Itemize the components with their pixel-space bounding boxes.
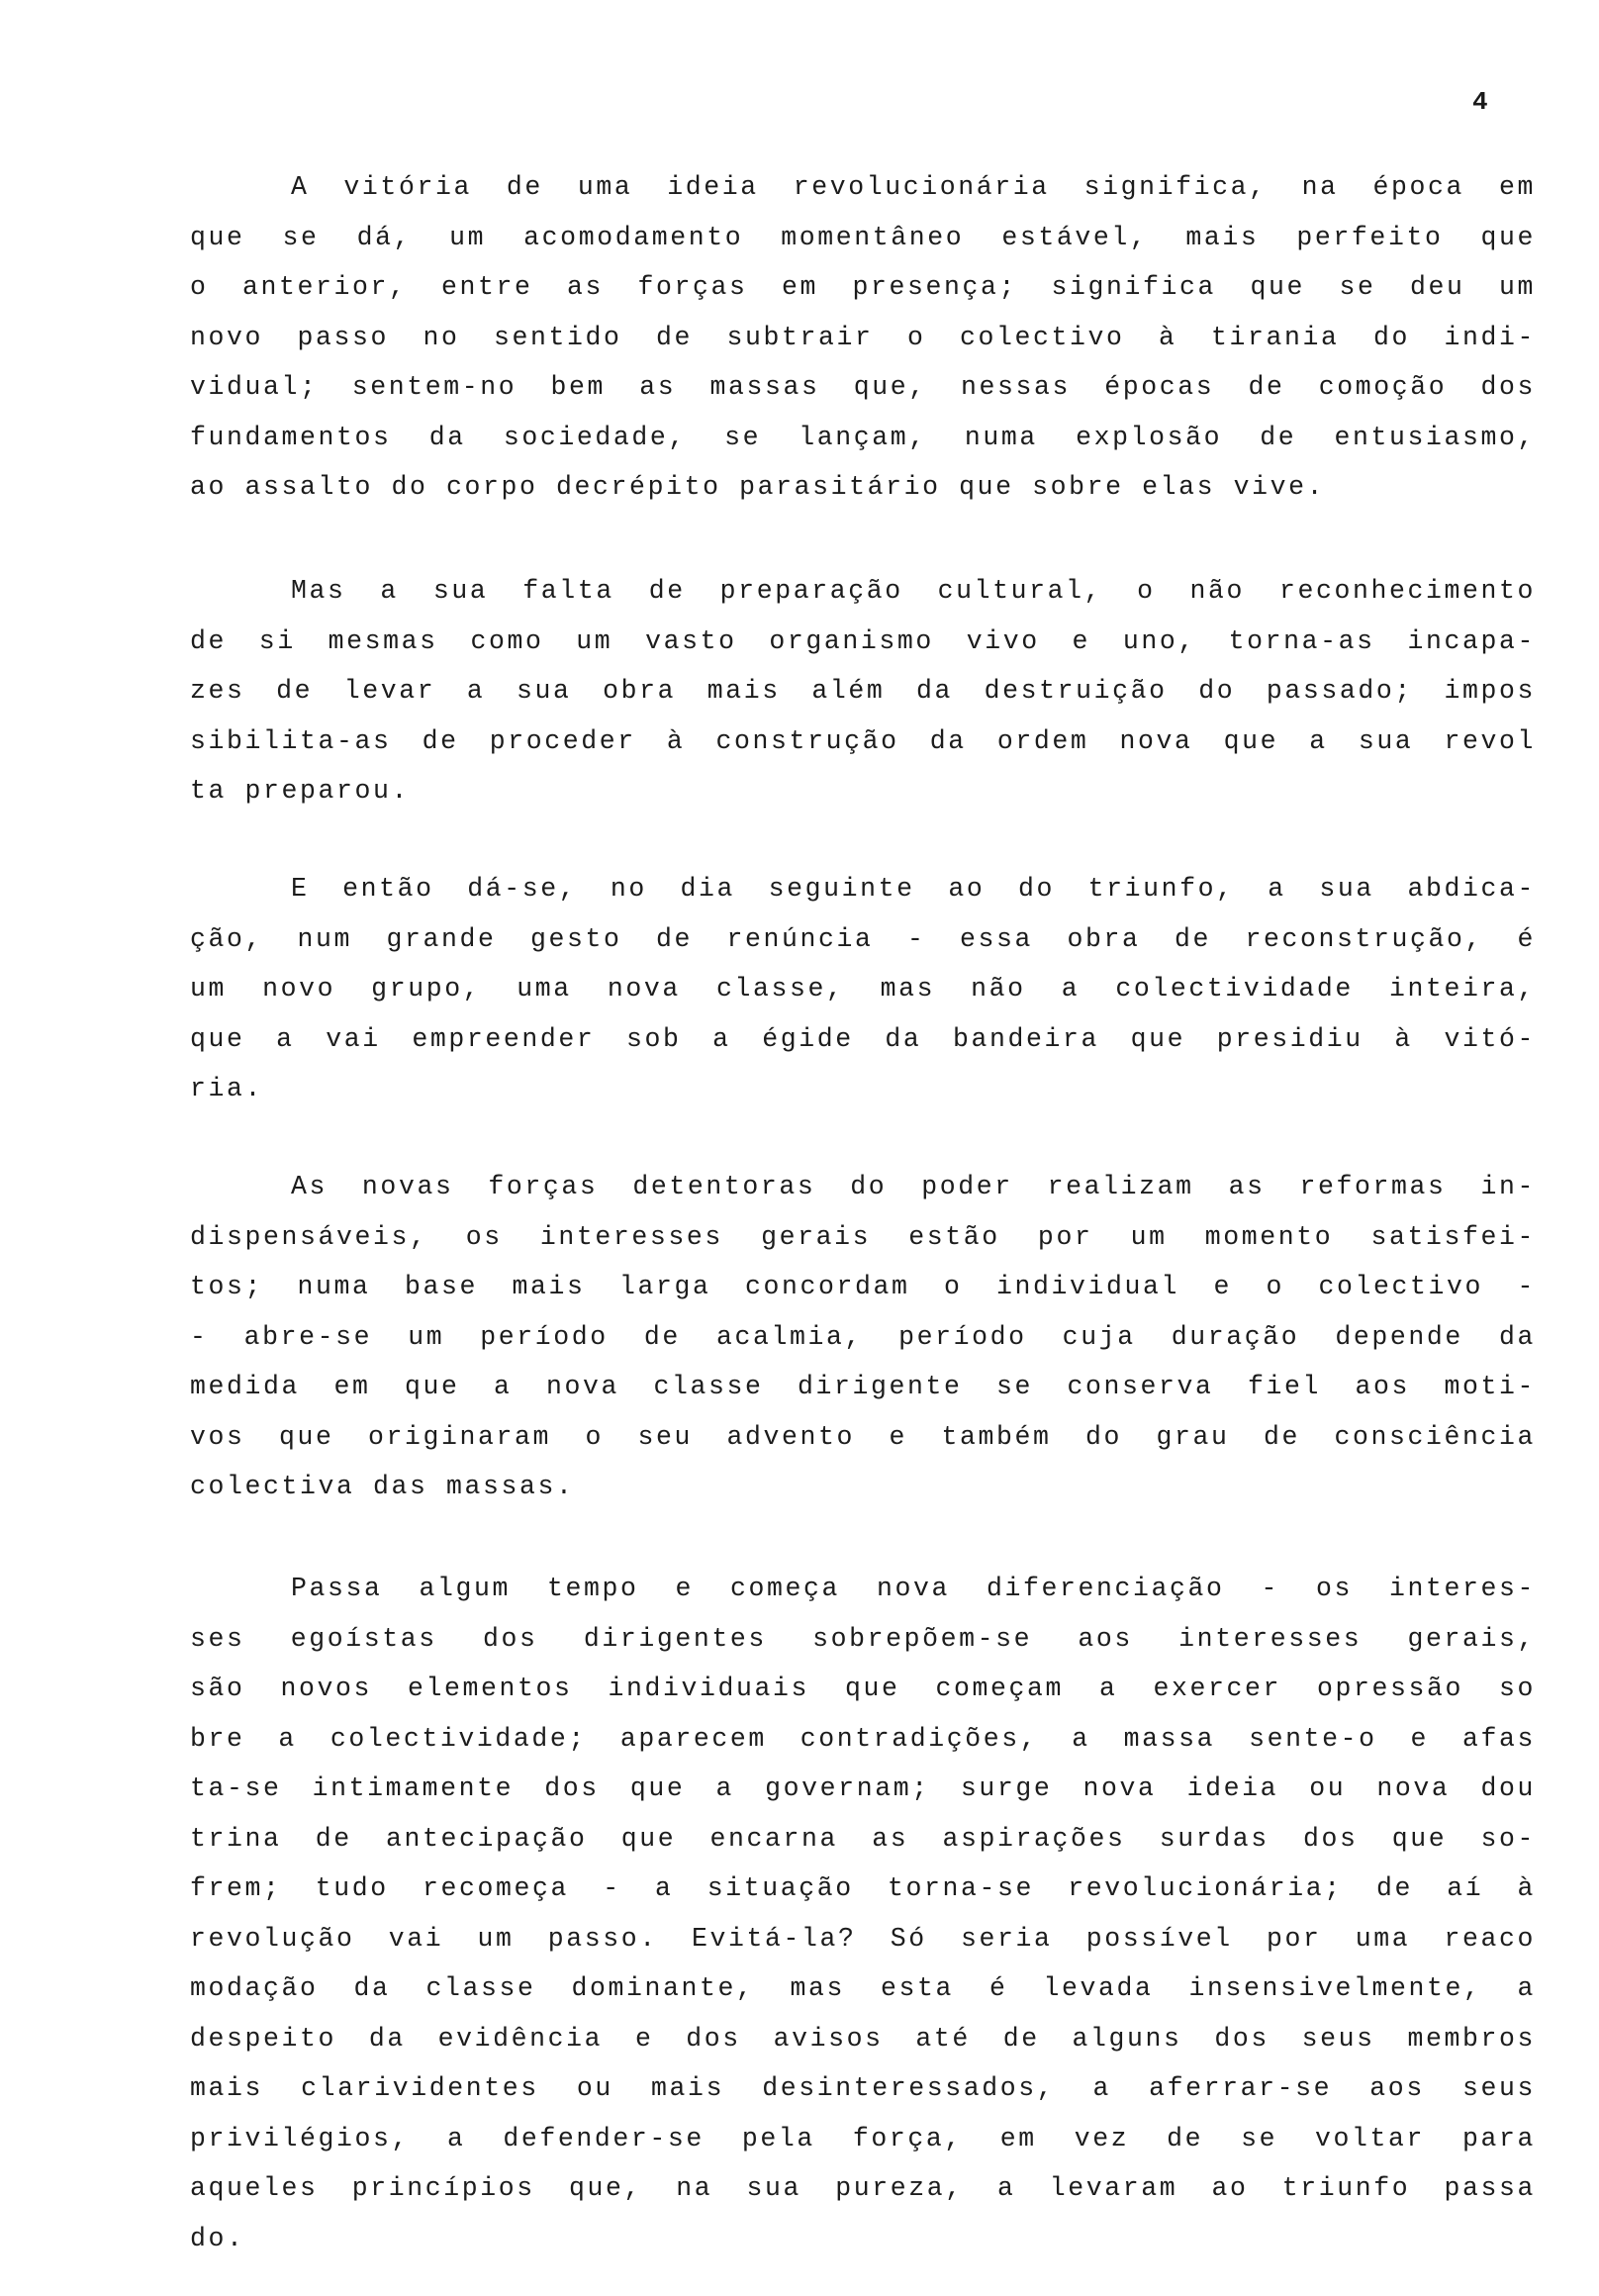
text-line: revolução vai um passo. Evitá-la? Só seria possível por uma reaco	[190, 1923, 1536, 1954]
text-line: tos; numa base mais larga concordam o individual e o colectivo -	[190, 1272, 1536, 1301]
text-line: fundamentos da sociedade, se lançam, numa explosão de entusiasmo,	[190, 422, 1536, 452]
text-line: são novos elementos individuais que começam a exercer opressão so	[190, 1674, 1536, 1703]
text-line: medida em que a nova classe dirigente se conserva fiel aos moti-	[190, 1372, 1536, 1401]
text-line: - abre-se um período de acalmia, período cuja duração depende da	[190, 1321, 1536, 1352]
text-line: de si mesmas como um vasto organismo vivo e uno, torna-as incapa-	[190, 625, 1536, 656]
text-line: Mas a sua falta de preparação cultural, o não reconhecimento	[291, 576, 1536, 606]
text-line: A vitória de uma ideia revolucionária significa, na época em	[291, 172, 1536, 202]
paragraph-2	[190, 566, 1536, 816]
text-line: E então dá-se, no dia seguinte ao do triunfo, a sua abdica-	[291, 874, 1536, 904]
text-line: privilégios, a defender-se pela força, em vez de se voltar para	[190, 2123, 1536, 2153]
text-line: ta preparou.	[190, 776, 411, 806]
text-line: vos que originaram o seu advento e também do grau de consciência	[190, 1421, 1536, 1452]
text-line: As novas forças detentoras do poder realizam as reformas in-	[291, 1172, 1536, 1201]
text-line: aqueles princípios que, na sua pureza, a levaram ao triunfo passa	[190, 2173, 1536, 2203]
text-line: mais clarividentes ou mais desinteressados, a aferrar-se aos seus	[190, 2073, 1536, 2103]
text-line: o anterior, entre as forças em presença; significa que se deu um	[190, 272, 1536, 302]
text-line: despeito da evidência e dos avisos até de alguns dos seus membros	[190, 2023, 1536, 2054]
paragraph-5	[190, 1564, 1536, 2263]
text-line: que se dá, um acomodamento momentâneo estável, mais perfeito que	[190, 222, 1536, 252]
text-line: do.	[190, 2223, 245, 2253]
text-line: zes de levar a sua obra mais além da destruição do passado; impos	[190, 676, 1536, 706]
text-line: ção, num grande gesto de renúncia - essa obra de reconstrução, é	[190, 923, 1536, 954]
text-line: modação da classe dominante, mas esta é levada insensivelmente, a	[190, 1973, 1536, 2003]
paragraph-4	[190, 1162, 1536, 1512]
text-line: que a vai empreender sob a égide da bandeira que presidiu à vitó-	[190, 1023, 1536, 1054]
text-line: dispensáveis, os interesses gerais estão por um momento satisfei-	[190, 1221, 1536, 1252]
text-line: trina de antecipação que encarna as aspirações surdas dos que so-	[190, 1823, 1536, 1854]
text-line: ao assalto do corpo decrépito parasitário que sobre elas vive.	[190, 472, 1326, 502]
paragraph-3	[190, 864, 1536, 1114]
text-line: sibilita-as de proceder à construção da ordem nova que a sua revol	[190, 725, 1536, 756]
page-number: 4	[1472, 87, 1488, 117]
text-line: ses egoístas dos dirigentes sobrepõem-se aos interesses gerais,	[190, 1623, 1536, 1654]
text-line: Passa algum tempo e começa nova diferenciação - os interes-	[291, 1574, 1536, 1603]
text-line: novo passo no sentido de subtrair o colectivo à tirania do indi-	[190, 322, 1536, 352]
paragraph-1	[190, 162, 1536, 513]
text-line: um novo grupo, uma nova classe, mas não a colectividade inteira,	[190, 974, 1536, 1004]
text-line: frem; tudo recomeça - a situação torna-se revolucionária; de aí à	[190, 1873, 1536, 1903]
text-line: bre a colectividade; aparecem contradições, a massa sente-o e afas	[190, 1723, 1536, 1754]
text-line: vidual; sentem-no bem as massas que, nessas épocas de comoção dos	[190, 372, 1536, 402]
text-line: colectiva das massas.	[190, 1472, 575, 1501]
text-line: ria.	[190, 1074, 264, 1103]
text-line: ta-se intimamente dos que a governam; surge nova ideia ou nova dou	[190, 1773, 1536, 1803]
